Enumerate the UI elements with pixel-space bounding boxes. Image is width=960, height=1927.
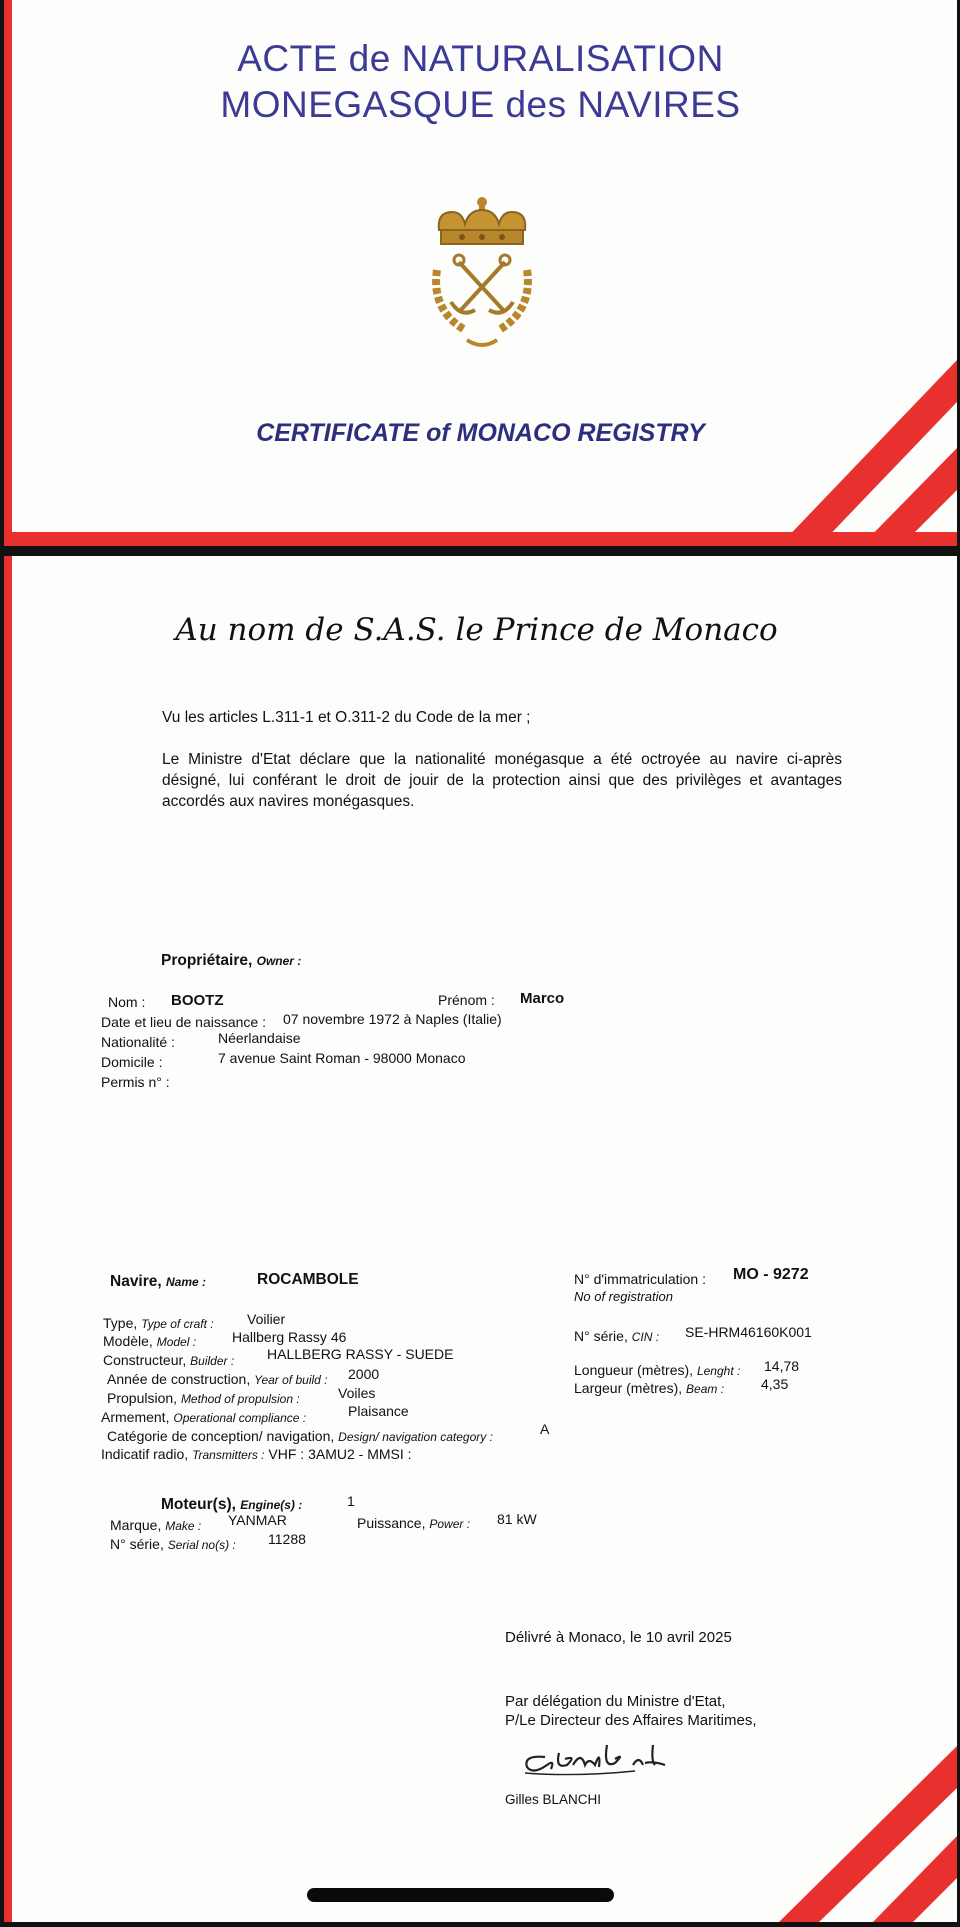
serial-value: SE-HRM46160K001	[685, 1324, 812, 1340]
cover-title-line2: MONEGASQUE des NAVIRES	[220, 84, 741, 125]
delegation-line1: Par délégation du Ministre d'Etat,	[505, 1693, 726, 1710]
owner-firstname-label: Prénom :	[438, 992, 495, 1008]
owner-name-label: Nom :	[108, 994, 146, 1010]
type-label: Type, Type of craft :	[103, 1315, 214, 1331]
length-value: 14,78	[764, 1358, 800, 1374]
category-label: Catégorie de conception/ navigation, Design/ navigation category :	[107, 1428, 493, 1444]
vessel-name: ROCAMBOLE	[257, 1271, 359, 1288]
engine-serial: 11288	[268, 1531, 306, 1547]
signature-image	[515, 1735, 685, 1780]
registration-label-en: No of registration	[574, 1289, 673, 1304]
model-value: Hallberg Rassy 46	[232, 1329, 347, 1345]
radio-label: Indicatif radio, Transmitters : VHF : 3AMU2 - MMSI :	[101, 1446, 412, 1462]
length-label: Longueur (mètres), Lenght :	[574, 1362, 741, 1378]
red-diagonal-stripes	[764, 350, 957, 546]
permit-label: Permis n° :	[101, 1074, 170, 1090]
builder-label: Constructeur, Builder :	[103, 1352, 235, 1368]
registration-number: MO - 9272	[733, 1266, 809, 1283]
beam-value: 4,35	[761, 1376, 789, 1392]
cover-title-line1: ACTE de NATURALISATION	[237, 38, 724, 79]
birth-label: Date et lieu de naissance :	[101, 1014, 266, 1030]
owner-name: BOOTZ	[171, 992, 224, 1009]
engine-power: 81 kW	[497, 1511, 537, 1527]
type-value: Voilier	[247, 1311, 286, 1327]
domicile-label: Domicile :	[101, 1054, 163, 1070]
articles-text: Vu les articles L.311-1 et O.311-2 du Code de la mer ;	[162, 709, 531, 726]
bottom-red-border	[4, 532, 957, 546]
issued-line: Délivré à Monaco, le 10 avril 2025	[505, 1629, 732, 1646]
declaration-text: Le Ministre d'Etat déclare que la nationalité monégasque a été octroyée au navire ci-après désigné, lui conférant le droit de jouir de la protection ainsi que des privilèges et avantages accordés aux navires monégasques.	[162, 751, 842, 810]
left-red-border	[4, 0, 12, 546]
propulsion-value: Voiles	[338, 1385, 376, 1401]
vessel-name-label: Navire, Name :	[110, 1273, 207, 1290]
beam-label: Largeur (mètres), Beam :	[574, 1380, 725, 1396]
engine-count: 1	[347, 1493, 355, 1509]
owner-firstname: Marco	[520, 990, 565, 1007]
cover-page	[4, 0, 957, 546]
engine-section-label: Moteur(s), Engine(s) :	[161, 1496, 303, 1513]
armement-value: Plaisance	[348, 1403, 409, 1419]
home-indicator[interactable]	[307, 1888, 614, 1902]
delegation-line2: P/Le Directeur des Affaires Maritimes,	[505, 1712, 757, 1729]
serial-label: N° série, CIN :	[574, 1328, 660, 1344]
propulsion-label: Propulsion, Method of propulsion :	[107, 1390, 300, 1406]
crown-anchor-emblem-icon	[417, 190, 547, 350]
category-value: A	[540, 1421, 550, 1437]
year-label: Année de construction, Year of build :	[107, 1371, 328, 1387]
engine-make: YANMAR	[228, 1512, 287, 1528]
engine-serial-label: N° série, Serial no(s) :	[110, 1536, 236, 1552]
prince-heading: Au nom de S.A.S. le Prince de Monaco	[175, 612, 778, 648]
armement-label: Armement, Operational compliance :	[101, 1409, 307, 1425]
left-red-border	[4, 556, 12, 1922]
registration-label: N° d'immatriculation :	[574, 1271, 706, 1287]
nationality-value: Néerlandaise	[218, 1030, 301, 1046]
engine-power-label: Puissance, Power :	[357, 1515, 471, 1531]
model-label: Modèle, Model :	[103, 1333, 197, 1349]
nationality-label: Nationalité :	[101, 1034, 175, 1050]
year-value: 2000	[348, 1366, 380, 1382]
signatory-name: Gilles BLANCHI	[505, 1792, 602, 1807]
builder-value: HALLBERG RASSY - SUEDE	[267, 1346, 454, 1362]
engine-make-label: Marque, Make :	[110, 1517, 202, 1533]
domicile-value: 7 avenue Saint Roman - 98000 Monaco	[218, 1050, 466, 1066]
owner-section-label: Propriétaire, Owner :	[161, 952, 302, 969]
red-diagonal-stripes	[764, 1746, 957, 1922]
birth-value: 07 novembre 1972 à Naples (Italie)	[283, 1011, 502, 1027]
certificate-subtitle: CERTIFICATE of MONACO REGISTRY	[256, 419, 705, 447]
